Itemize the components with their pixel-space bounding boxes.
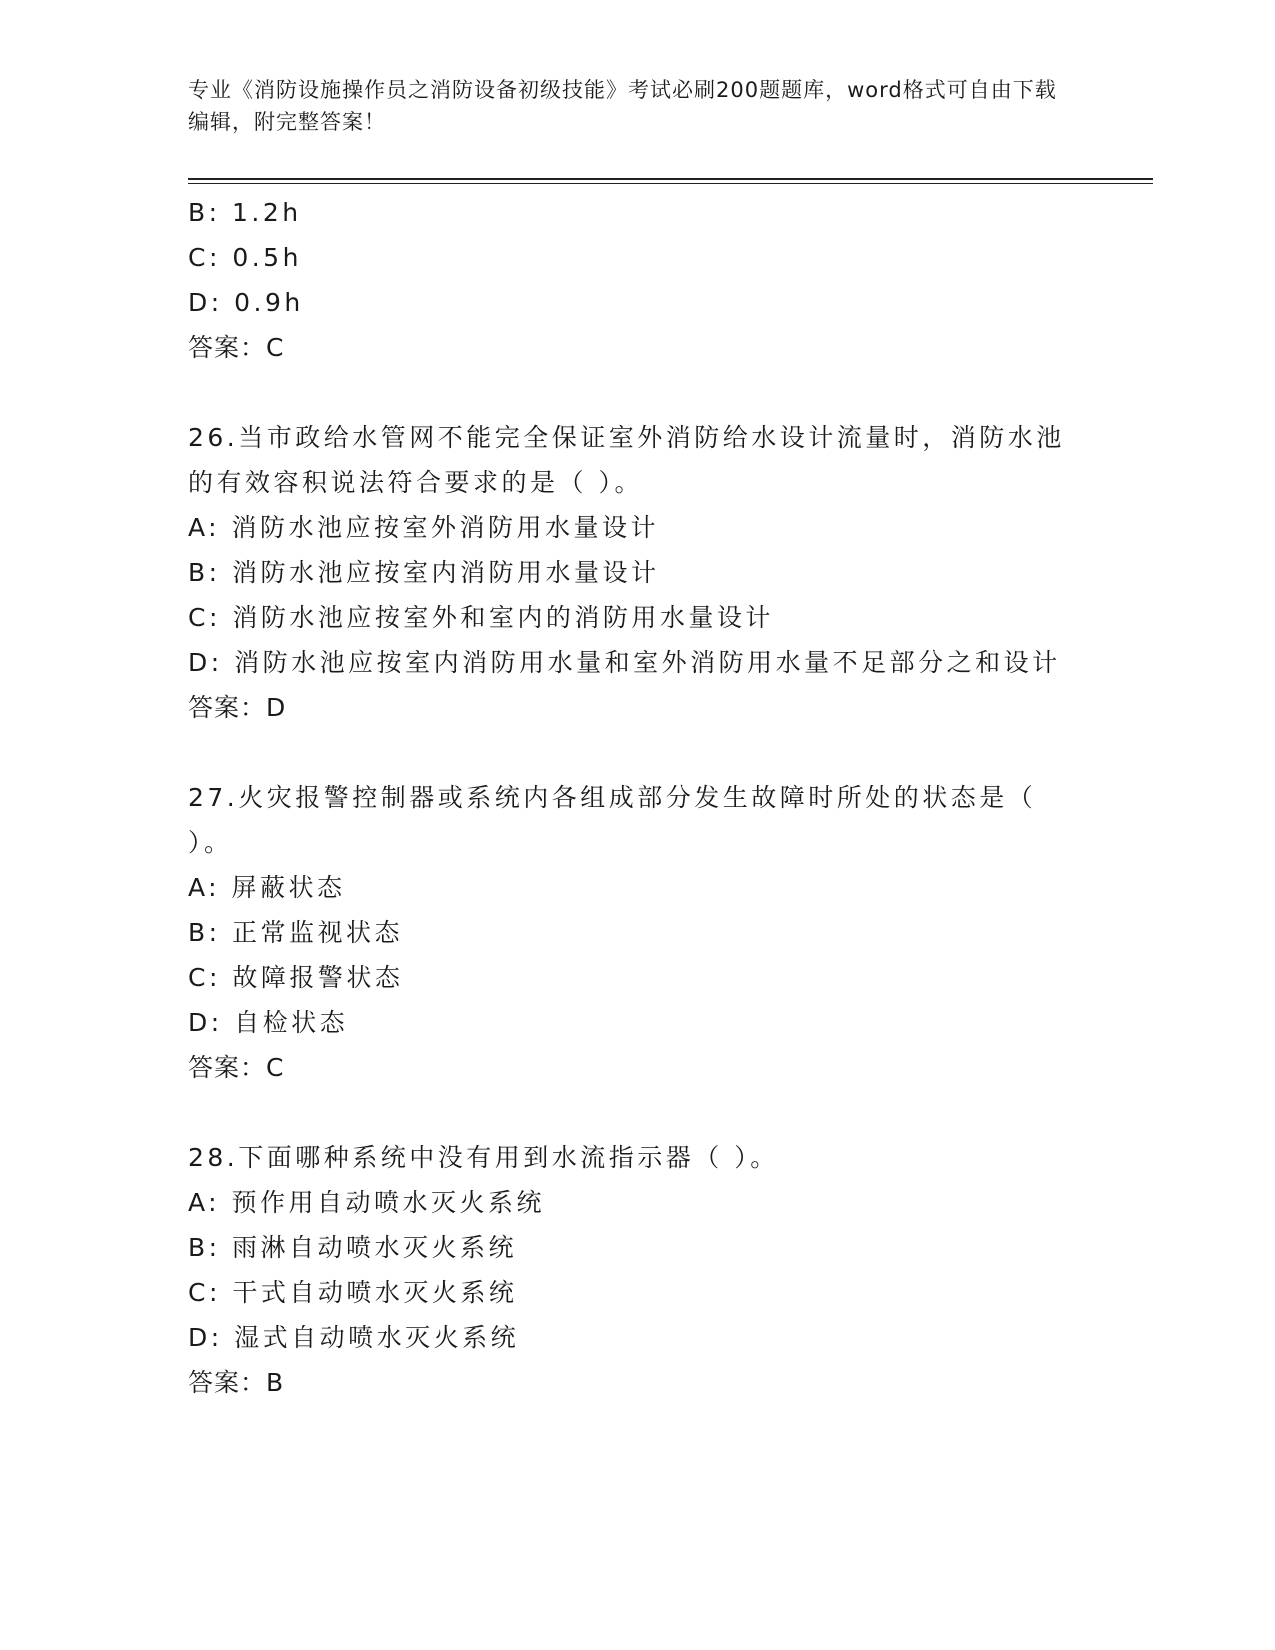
- question-28: [188, 1135, 1088, 1405]
- question-27: [188, 775, 1088, 1090]
- question-body: [188, 190, 1088, 1405]
- question-stem: 28.下面哪种系统中没有用到水流指示器（ ）。: [188, 1143, 779, 1172]
- question-26: [188, 415, 1088, 730]
- option-c: C: 消防水池应按室外和室内的消防用水量设计: [188, 603, 774, 632]
- option-b: B: 正常监视状态: [188, 918, 404, 947]
- answer-line: 答案：C: [188, 333, 285, 362]
- spacer: [188, 730, 1088, 775]
- question-25-continued: [188, 190, 1088, 370]
- option-d: D: 自检状态: [188, 1008, 349, 1037]
- option-b: B: 消防水池应按室内消防用水量设计: [188, 558, 660, 587]
- option-c: C: 故障报警状态: [188, 963, 404, 992]
- spacer: [188, 370, 1088, 415]
- option-b: B: 1.2h: [188, 198, 302, 227]
- option-d: D: 湿式自动喷水灭火系统: [188, 1323, 520, 1352]
- option-a: A: 屏蔽状态: [188, 873, 346, 902]
- answer-line: 答案：C: [188, 1053, 285, 1082]
- header-rule-thick: [188, 178, 1153, 180]
- option-b: B: 雨淋自动喷水灭火系统: [188, 1233, 518, 1262]
- option-a: A: 消防水池应按室外消防用水量设计: [188, 513, 660, 542]
- question-stem: 27.火灾报警控制器或系统内各组成部分发生故障时所处的状态是（ ）。: [188, 783, 1037, 857]
- option-a: A: 预作用自动喷水灭火系统: [188, 1188, 546, 1217]
- option-d: D: 0.9h: [188, 288, 304, 317]
- spacer: [188, 1090, 1088, 1135]
- question-stem: 26.当市政给水管网不能完全保证室外消防给水设计流量时，消防水池的有效容积说法符合要求的是（ ）。: [188, 423, 1065, 497]
- answer-line: 答案：B: [188, 1368, 285, 1397]
- option-c: C: 干式自动喷水灭火系统: [188, 1278, 518, 1307]
- header-rule-thin: [188, 183, 1153, 184]
- option-c: C: 0.5h: [188, 243, 302, 272]
- option-d: D: 消防水池应按室内消防用水量和室外消防用水量不足部分之和设计: [188, 648, 1061, 677]
- document-header: 专业《消防设施操作员之消防设备初级技能》考试必刷200题题库，word格式可自由下载编辑，附完整答案！: [188, 78, 1057, 134]
- answer-line: 答案：D: [188, 693, 287, 722]
